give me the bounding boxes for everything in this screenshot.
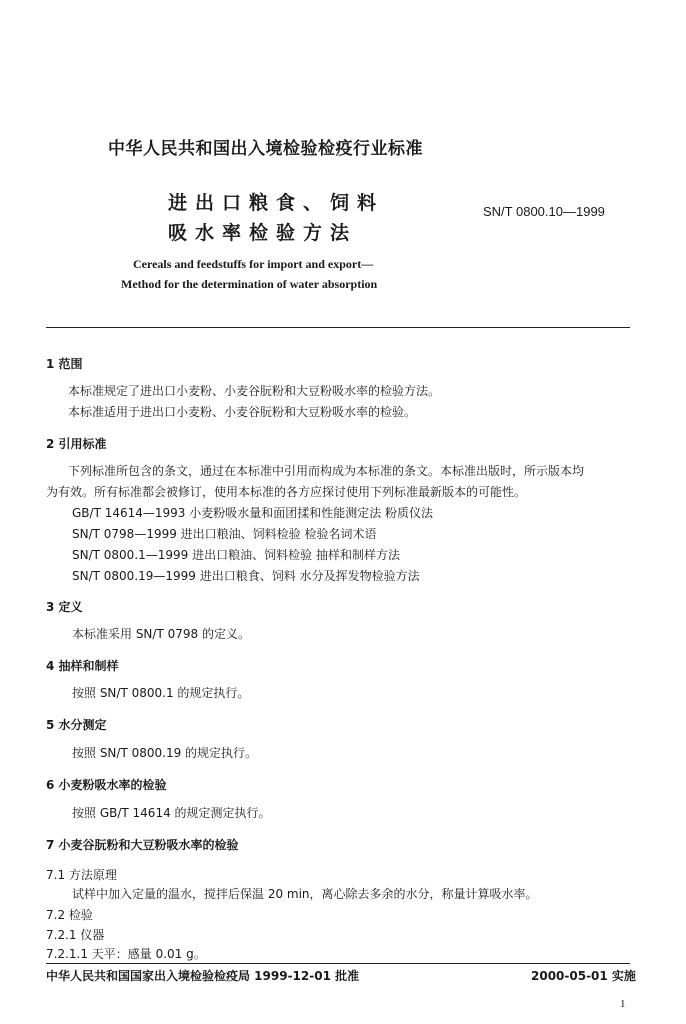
section-7-heading: 7 小麦谷朊粉和大豆粉吸水率的检验	[46, 838, 239, 852]
page-number: 1	[620, 998, 626, 1010]
reference-item: SN/T 0800.19—1999 进出口粮食、饲料 水分及挥发物检验方法	[72, 569, 420, 583]
section-6-heading: 6 小麦粉吸水率的检验	[46, 778, 167, 792]
section-2-heading: 2 引用标准	[46, 437, 107, 451]
reference-item: SN/T 0800.1—1999 进出口粮油、饲料检验 抽样和制样方法	[72, 548, 400, 562]
section-4-body: 按照 SN/T 0800.1 的规定执行。	[72, 686, 250, 700]
section-7-1-heading: 7.1 方法原理	[46, 868, 117, 882]
section-5-heading: 5 水分测定	[46, 718, 107, 732]
section-4-heading: 4 抽样和制样	[46, 659, 119, 673]
section-1-paragraph-1: 本标准规定了进出口小麦粉、小麦谷朊粉和大豆粉吸水率的检验方法。	[68, 384, 441, 398]
header-divider	[46, 327, 630, 328]
section-5-body: 按照 SN/T 0800.19 的规定执行。	[72, 746, 258, 760]
title-english-line-2: Method for the determination of water absorption	[121, 277, 378, 291]
standard-code: SN/T 0800.10—1999	[483, 204, 605, 219]
section-2-intro-line-1: 下列标准所包含的条文，通过在本标准中引用而构成为本标准的条文。本标准出版时，所示版本均	[68, 464, 585, 478]
section-7-2-1-heading: 7.2.1 仪器	[46, 928, 105, 942]
section-1-paragraph-2: 本标准适用于进出口小麦粉、小麦谷朊粉和大豆粉吸水率的检验。	[68, 405, 417, 419]
reference-item: GB/T 14614—1993 小麦粉吸水量和面团揉和性能测定法 粉质仪法	[72, 506, 434, 520]
section-2-intro-line-2: 为有效。所有标准都会被修订，使用本标准的各方应探讨使用下列标准最新版本的可能性。	[46, 485, 527, 499]
title-chinese-line-2: 吸水率检验方法	[168, 222, 358, 244]
title-english-line-1: Cereals and feedstuffs for import and export—	[133, 257, 374, 271]
section-7-2-1-1-item: 7.2.1.1 天平：感量 0.01 g。	[46, 947, 206, 961]
reference-item: SN/T 0798—1999 进出口粮油、饲料检验 检验名词术语	[72, 527, 377, 541]
section-1-heading: 1 范围	[46, 357, 83, 371]
section-3-body: 本标准采用 SN/T 0798 的定义。	[72, 627, 250, 641]
effective-date: 2000-05-01 实施	[531, 969, 636, 983]
section-3-heading: 3 定义	[46, 600, 83, 614]
approval-line: 中华人民共和国国家出入境检验检疫局 1999-12-01 批准	[46, 969, 360, 983]
section-7-1-body: 试样中加入定量的温水，搅拌后保温 20 min，离心除去多余的水分，称量计算吸水率。	[72, 887, 538, 901]
footer-divider	[46, 963, 630, 964]
section-6-body: 按照 GB/T 14614 的规定测定执行。	[72, 806, 271, 820]
issuing-authority: 中华人民共和国出入境检验检疫行业标准	[108, 139, 423, 159]
section-7-2-heading: 7.2 检验	[46, 908, 93, 922]
title-chinese-line-1: 进出口粮食、饲料	[168, 192, 385, 214]
